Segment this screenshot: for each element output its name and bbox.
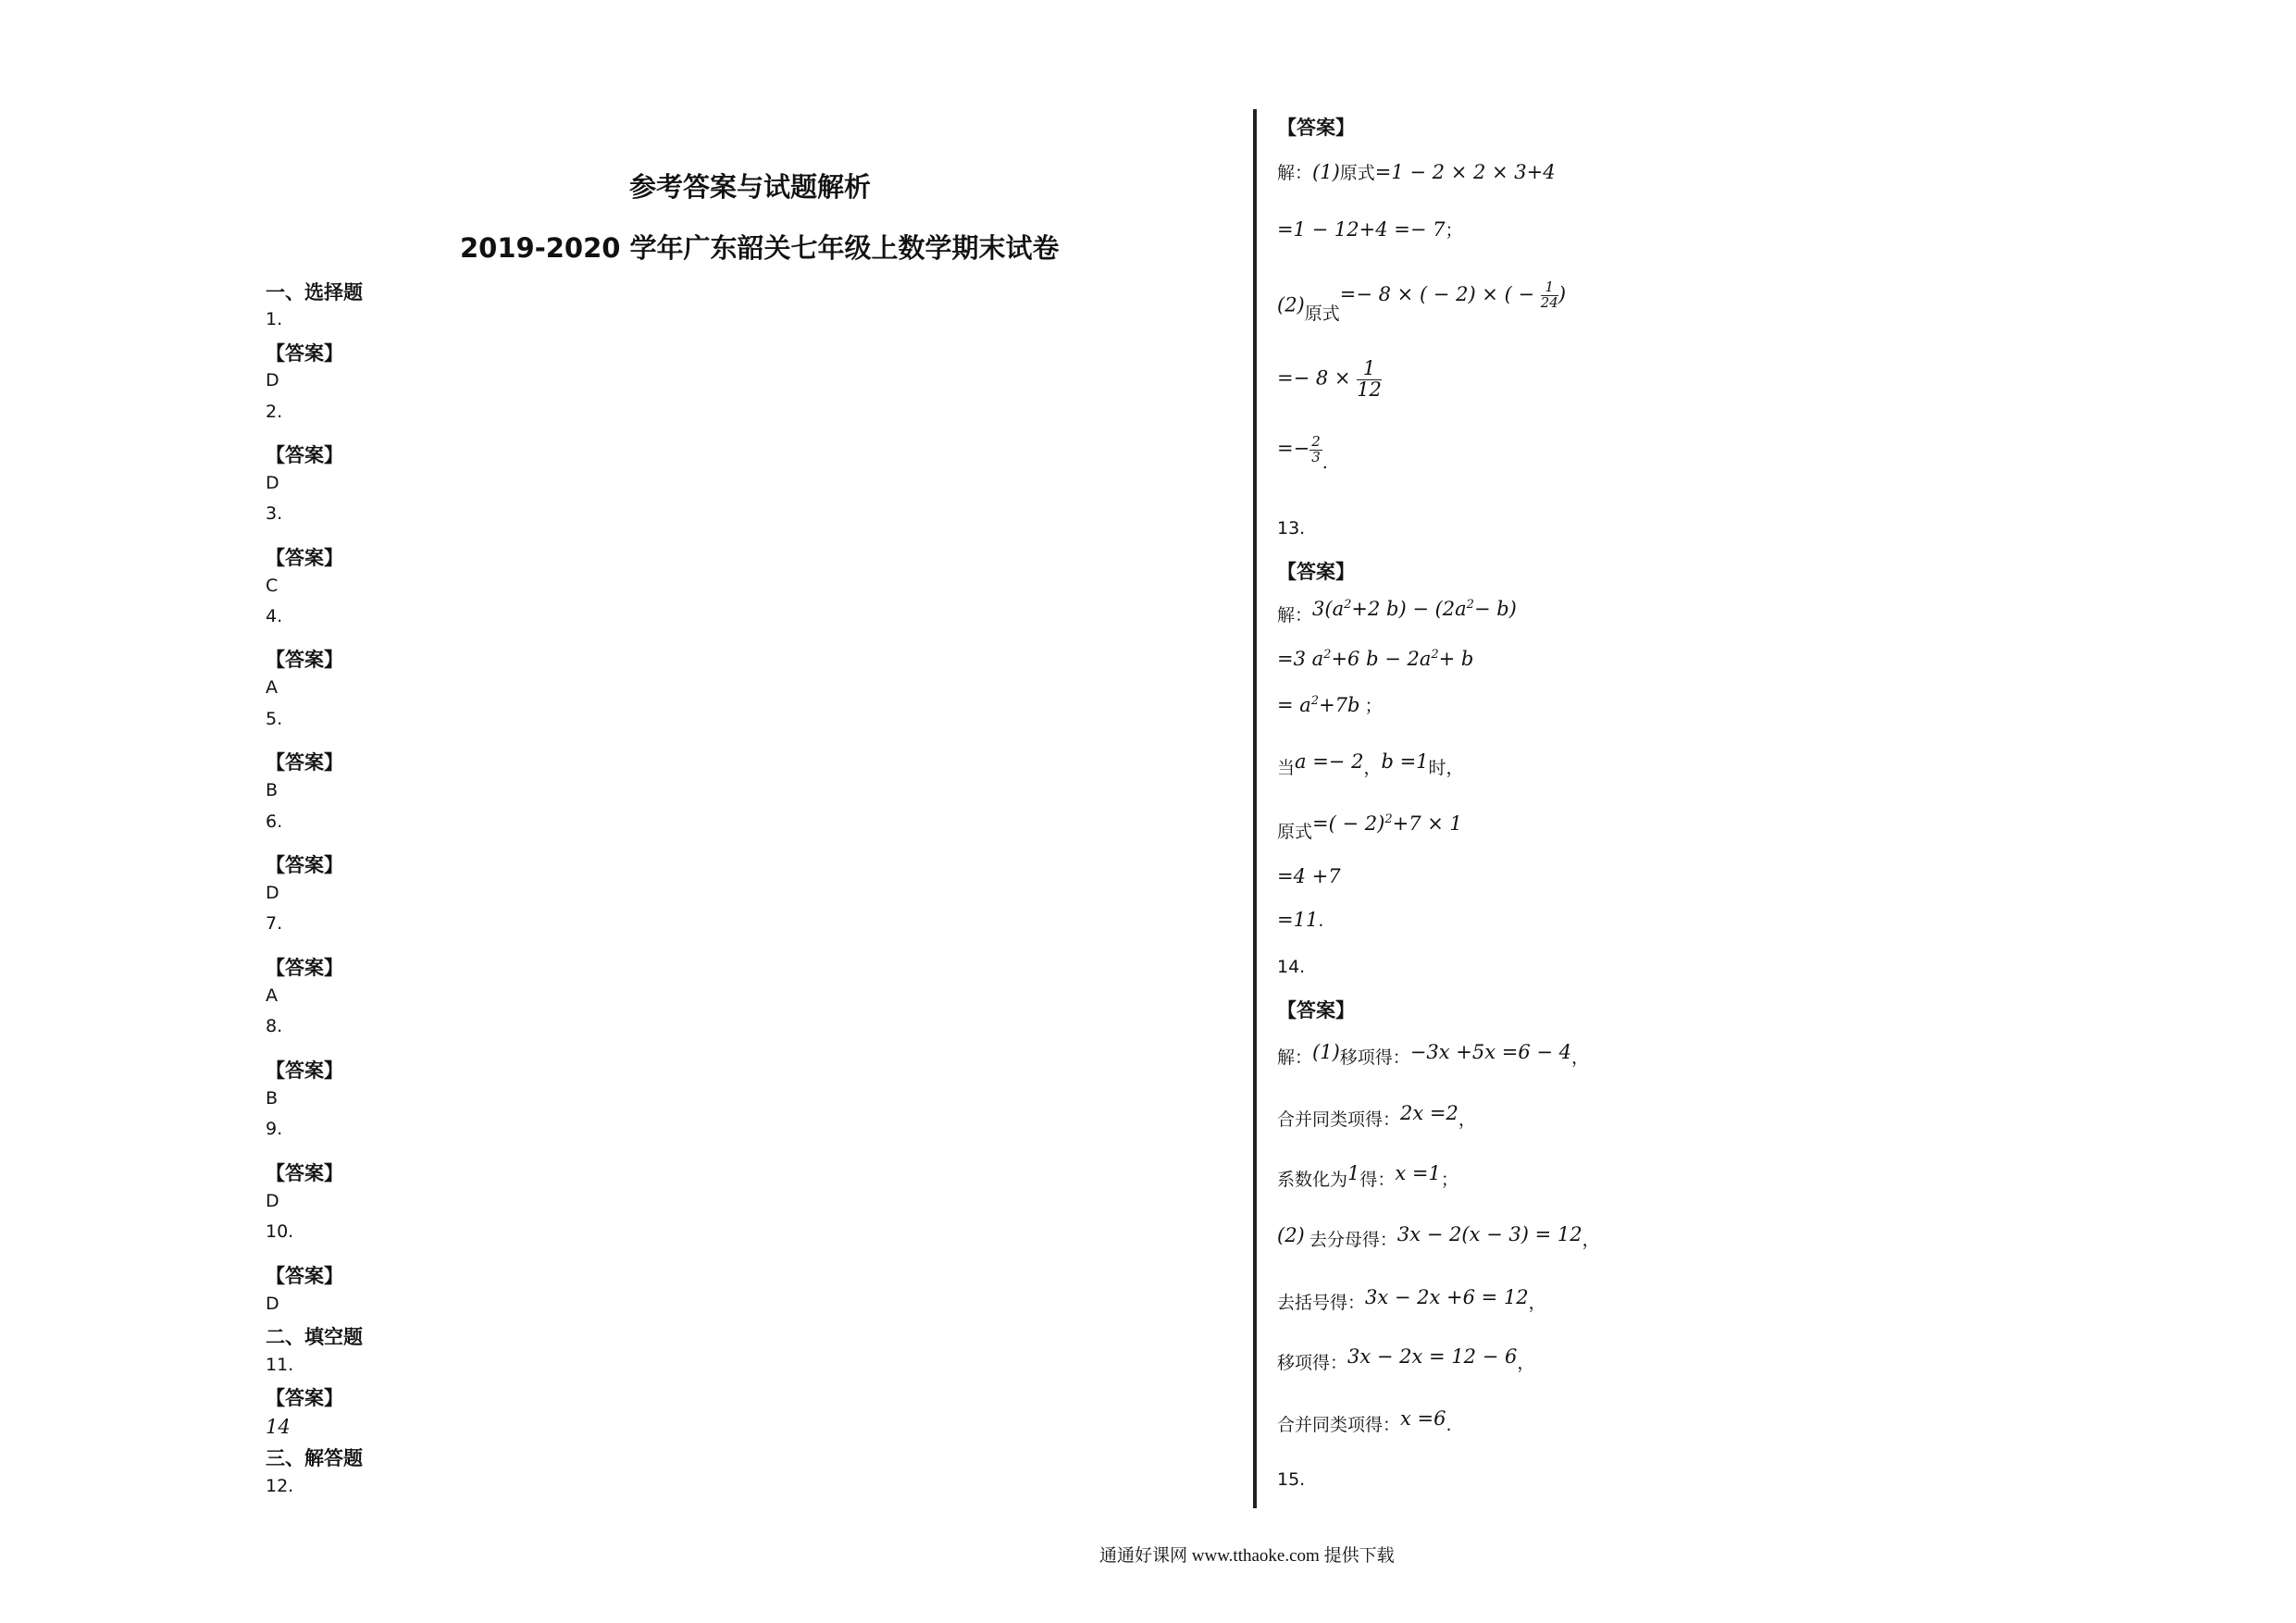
jie-label: 解： bbox=[1277, 163, 1313, 183]
answer-label: 【答案】 bbox=[266, 1162, 343, 1184]
question-number: 2. bbox=[266, 402, 283, 422]
fraction: $\frac{1}{24}$ bbox=[1540, 279, 1558, 311]
question-number: 9. bbox=[266, 1119, 283, 1139]
answer-value: B bbox=[266, 780, 279, 800]
solution-line bbox=[1277, 359, 1382, 400]
solution-line bbox=[1277, 159, 1556, 184]
answer-value: D bbox=[266, 1294, 279, 1314]
question-number: 10. bbox=[266, 1221, 294, 1242]
solution-line: (2) 去分母得：3x − 2(x − 3) = 12， bbox=[1277, 1223, 1600, 1250]
answer-value: D bbox=[266, 473, 279, 493]
answer-value: D bbox=[266, 883, 279, 903]
solution-line: 系数化为1得：x =1； bbox=[1277, 1162, 1458, 1190]
answer-label: 【答案】 bbox=[266, 957, 343, 979]
part-label: (1) bbox=[1312, 161, 1340, 183]
answer-label: 【答案】 bbox=[266, 444, 343, 466]
section-choice: 一、选择题 bbox=[266, 281, 363, 304]
math-expression: =− bbox=[1277, 437, 1310, 460]
question-number: 15. bbox=[1277, 1469, 1306, 1490]
page-subtitle: 2019-2020 学年广东韶关七年级上数学期末试卷 bbox=[460, 232, 1060, 264]
solution-line bbox=[1277, 217, 1463, 242]
answer-label: 【答案】 bbox=[1277, 561, 1355, 583]
fraction: $\frac{1}{12}$ bbox=[1357, 357, 1382, 401]
answer-value: D bbox=[266, 1191, 279, 1211]
math-expression: =1 − 12+4 =− 7 bbox=[1277, 218, 1446, 241]
solution-line: 合并同类项得：x =6. bbox=[1277, 1407, 1452, 1435]
question-number: 3. bbox=[266, 503, 283, 524]
math-expression: $3(a^2+2$ $b) - (2a^2- b)$ bbox=[1312, 598, 1517, 620]
answer-label: 【答案】 bbox=[1277, 117, 1355, 139]
answer-value: 14 bbox=[266, 1416, 291, 1438]
answer-value: C bbox=[266, 576, 279, 596]
question-number: 13. bbox=[1277, 518, 1306, 539]
solution-line: 去括号得：3x − 2x +6 = 12， bbox=[1277, 1286, 1546, 1313]
answer-label: 【答案】 bbox=[266, 1265, 343, 1287]
answer-value: A bbox=[266, 677, 278, 698]
math-expression: =− 8 × ( − 2) × ( − $\frac{1}{24}$ ) bbox=[1339, 279, 1567, 311]
question-number: 8. bbox=[266, 1016, 283, 1036]
solution-line: 原式=( − 2)$^2$+7 × 1 bbox=[1277, 812, 1462, 842]
answer-label: 【答案】 bbox=[266, 1059, 343, 1082]
answer-value: B bbox=[266, 1088, 279, 1109]
math-expression: =− 8 × bbox=[1277, 366, 1351, 390]
answer-label: 【答案】 bbox=[266, 854, 343, 876]
solution-line: 移项得：3x − 2x = 12 − 6， bbox=[1277, 1345, 1535, 1373]
solution-line: =3 $a^2+6$ $b - 2a^2+ b$ bbox=[1277, 648, 1474, 670]
column-divider bbox=[1253, 109, 1257, 1508]
section-solve: 三、解答题 bbox=[266, 1447, 363, 1469]
question-number: 5. bbox=[266, 709, 283, 729]
punct: ； bbox=[1445, 220, 1463, 241]
question-number: 12. bbox=[266, 1476, 294, 1496]
question-number: 14. bbox=[1277, 957, 1306, 977]
footer-credit: 通通好课网 www.tthaoke.com 提供下载 bbox=[1099, 1546, 1395, 1566]
question-number: 7. bbox=[266, 913, 283, 934]
jie-label: 解： bbox=[1277, 605, 1313, 626]
solution-line: =4 +7 bbox=[1277, 865, 1341, 887]
question-number: 4. bbox=[266, 606, 283, 626]
question-number: 11. bbox=[266, 1355, 294, 1375]
question-number: 6. bbox=[266, 812, 283, 832]
solution-line: 当a =− 2，b =1时， bbox=[1277, 750, 1464, 778]
answer-label: 【答案】 bbox=[266, 1387, 343, 1409]
fraction: $\frac{2}{3}$ bbox=[1311, 433, 1321, 465]
answer-value: D bbox=[266, 370, 279, 390]
solution-line bbox=[1277, 279, 1567, 324]
solution-line bbox=[1277, 598, 1517, 626]
question-number: 1. bbox=[266, 309, 283, 329]
solution-line: 合并同类项得：2x =2， bbox=[1277, 1102, 1476, 1130]
answer-label: 【答案】 bbox=[266, 342, 343, 365]
answer-label: 【答案】 bbox=[266, 751, 343, 774]
solution-line: 解：(1)移项得：−3x +5x =6 − 4， bbox=[1277, 1041, 1590, 1068]
answer-label: 【答案】 bbox=[1277, 999, 1355, 1022]
yuanshi-label: 原式 bbox=[1304, 303, 1340, 324]
solution-line: = $a^2+7b$ ； bbox=[1277, 694, 1383, 716]
answer-label: 【答案】 bbox=[266, 649, 343, 671]
page-title: 参考答案与试题解析 bbox=[629, 171, 872, 203]
section-fill: 二、填空题 bbox=[266, 1326, 363, 1348]
part-label: (2) bbox=[1277, 293, 1305, 316]
answer-label: 【答案】 bbox=[266, 547, 343, 569]
solution-line: =− $\frac{2}{3}$ . bbox=[1277, 433, 1328, 473]
yuanshi-label: 原式 bbox=[1339, 163, 1375, 183]
solution-line: =11. bbox=[1277, 909, 1324, 931]
answer-value: A bbox=[266, 985, 278, 1006]
math-expression: =1 − 2 × 2 × 3+4 bbox=[1374, 161, 1556, 183]
